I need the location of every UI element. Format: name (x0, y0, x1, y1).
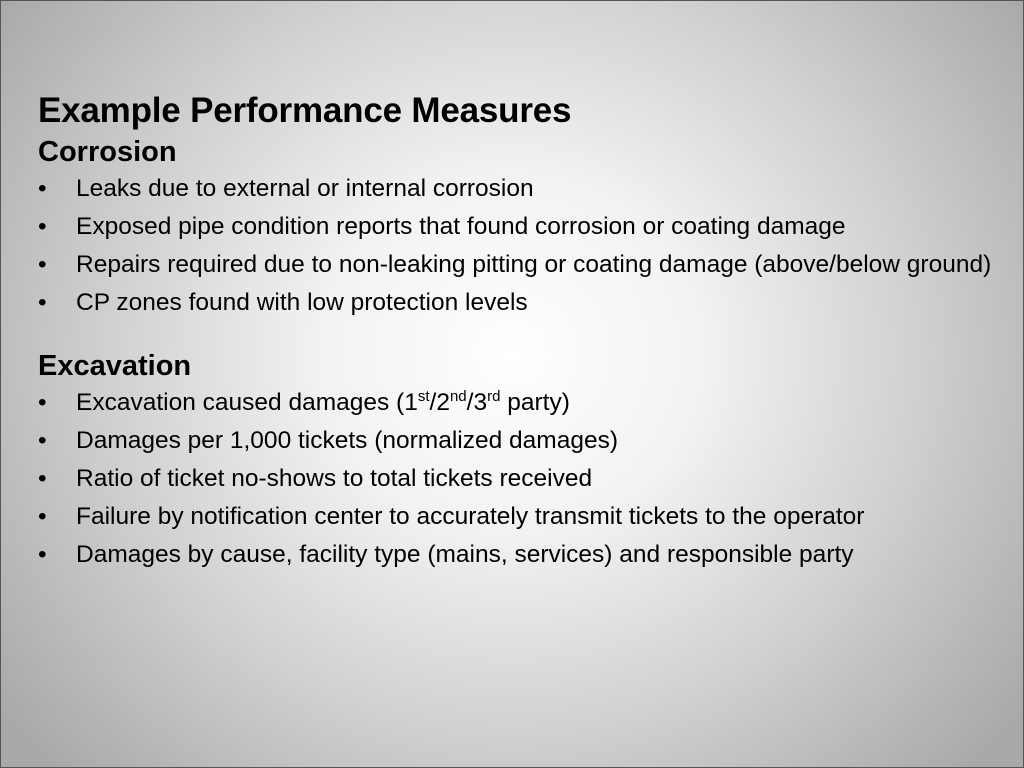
ordinal-suffix: nd (449, 388, 467, 405)
corrosion-bullet-list (38, 174, 998, 318)
list-item (38, 250, 998, 280)
bullet-icon: • (38, 503, 47, 530)
bullet-text: Exposed pipe condition reports that found corrosion or coating damage (76, 213, 846, 240)
list-item (38, 426, 998, 456)
ordinal-suffix: st (417, 388, 430, 405)
bullet-text: Damages per 1,000 tickets (normalized damages) (76, 427, 618, 454)
bullet-text: Damages by cause, facility type (mains, services) and responsible party (76, 541, 854, 568)
bullet-text-part: /2 (429, 389, 450, 416)
bullet-icon: • (38, 251, 47, 278)
bullet-icon: • (38, 175, 47, 202)
bullet-icon: • (38, 465, 47, 492)
list-item (38, 464, 998, 494)
bullet-text-part: party) (500, 389, 570, 416)
bullet-text-part: /3 (466, 389, 488, 416)
slide-content (38, 91, 998, 570)
bullet-icon: • (38, 427, 47, 454)
list-item (38, 174, 998, 204)
bullet-text-part: Excavation caused damages (1 (76, 389, 418, 416)
bullet-icon: • (38, 541, 47, 568)
bullet-text: Repairs required due to non-leaking pitting or coating damage (above/below ground) (76, 251, 992, 278)
list-item (38, 388, 998, 418)
section-heading-excavation: Excavation (38, 350, 192, 382)
bullet-text: Leaks due to external or internal corrosion (76, 175, 534, 202)
bullet-icon: • (38, 213, 47, 240)
section-heading-corrosion: Corrosion (38, 136, 177, 168)
bullet-text (76, 389, 570, 416)
bullet-text: Failure by notification center to accurately transmit tickets to the operator (76, 503, 865, 530)
list-item (38, 502, 998, 532)
bullet-icon: • (38, 389, 47, 416)
ordinal-suffix: rd (487, 388, 501, 405)
list-item (38, 288, 998, 318)
bullet-icon: • (38, 289, 47, 316)
list-item (38, 212, 998, 242)
bullet-text: CP zones found with low protection levels (76, 289, 528, 316)
list-item (38, 540, 998, 570)
excavation-bullet-list (38, 388, 998, 570)
bullet-text: Ratio of ticket no-shows to total tickets received (76, 465, 593, 492)
slide-title: Example Performance Measures (38, 91, 572, 130)
